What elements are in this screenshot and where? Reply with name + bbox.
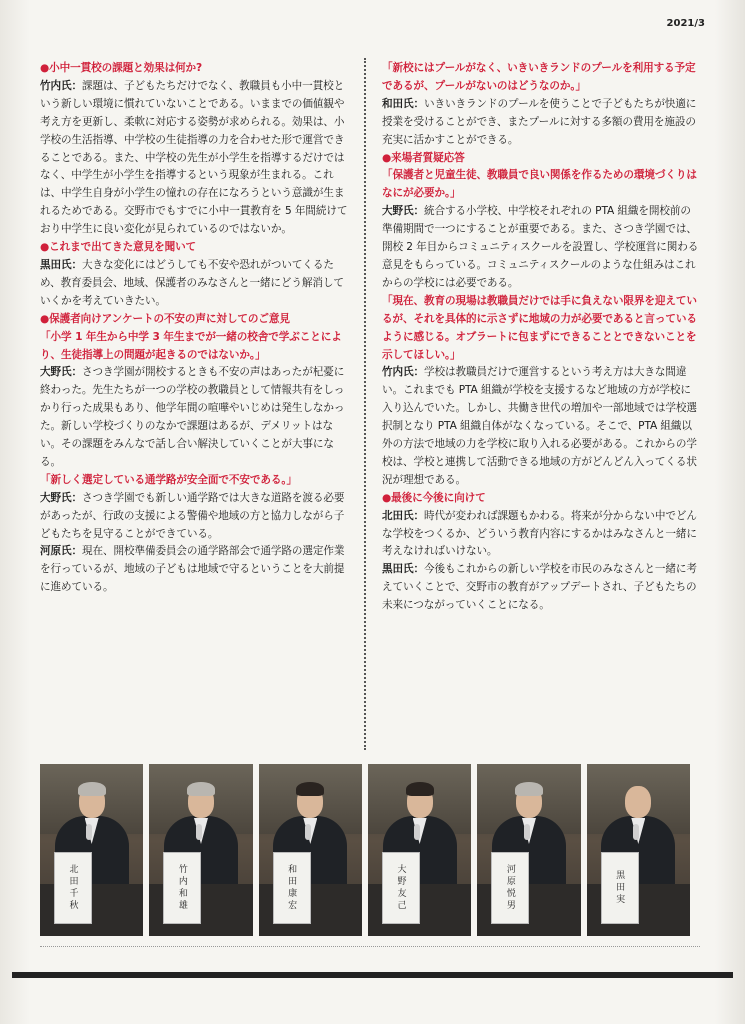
speaker-name: 大野氏：: [382, 205, 424, 218]
microphone-icon: [633, 824, 639, 840]
panelist-photo: [149, 764, 252, 936]
nameplate-name: 北田千秋: [67, 864, 78, 912]
section-heading: ●来場者質疑応答: [382, 151, 465, 164]
panelist-photo: [587, 764, 690, 936]
speaker-text: 統合する小学校、中学校それぞれの PTA 組織を開校前の準備期間で一つにすることが重要である。また、さつき学園では、開校 2 年目からコミュニティスクールを設置し、学校運営に関わる意見をもらっている。コミュニティスクールのような仕組みはこれからの学校には必要である。: [382, 205, 699, 289]
speaker-name: 竹内氏：: [40, 79, 82, 92]
panelist-photo: [40, 764, 143, 936]
speaker-paragraph: [382, 561, 700, 615]
speaker-name: 北田氏：: [382, 509, 424, 522]
speaker-paragraph: [382, 508, 700, 562]
nameplate: [163, 852, 201, 924]
panelist-hair: [296, 782, 324, 796]
speaker-text: 大きな変化にはどうしても不安や恐れがついてくるため、教育委員会、地域、保護者のみなさんと一緒にどう解消していくかを考えていきたい。: [40, 258, 344, 307]
speaker-text: 今後もこれからの新しい学校を市民のみなさんと一緒に考えていくことで、交野市の教育がアップデートされ、子どもたちの未来につながっていくことになる。: [382, 563, 697, 612]
speaker-name: 黒田氏：: [40, 258, 82, 271]
panelist-photo: [259, 764, 362, 936]
speaker-paragraph: [40, 257, 350, 311]
nameplate-name: 竹内和雄: [176, 864, 187, 912]
speaker-text: 時代が変われば課題もかわる。将来が分からない中でどんな学校をつくるか、どういう教育内容にするかはみなさんと一緒に考えなければいけない。: [382, 509, 697, 558]
speaker-paragraph: [382, 96, 700, 150]
speaker-text: さつき学園が開校するときも不安の声はあったが杞憂に終わった。先生たちが一つの学校の教職員として情報共有をしっかり行った成果もあり、他学年間の喧嘩やいじめは発生しなかった。新しい学校づくりのなかで課題はあるが、デメリットはない。その課題をみんなで話し合い解決していくことが大事になる。: [40, 366, 345, 468]
question-quote: 「新校にはプールがなく、いきいきランドのプールを利用する予定であるが、プールがないのはどうなのか。」: [382, 62, 696, 92]
speaker-text: いきいきランドのプールを使うことで子どもたちが快適に授業を受けることができ、またプールに対する多額の費用を施設の充実に活かすことができる。: [382, 97, 697, 146]
speaker-paragraph: [40, 490, 350, 544]
section-heading: ●小中一貫校の課題と効果は何か?: [40, 62, 203, 74]
speaker-name: 和田氏：: [382, 97, 424, 110]
speaker-name: 竹内氏：: [382, 366, 424, 379]
microphone-icon: [414, 824, 420, 840]
nameplate-name: 河原悦男: [504, 864, 515, 912]
nameplate-name: 黒田実: [614, 870, 625, 906]
nameplate: [54, 852, 92, 924]
speaker-text: 課題は、子どもたちだけでなく、教職員も小中一貫校という新しい環境に慣れていないことである。いままでの価値観や考え方を更新し、柔軟に対応する姿勢が求められる。効果は、小学校の生活指導、中学校の生徒指導の力を合わせた形で運営できることである。また、中学校の先生が小学生を指導するだけではなく、中学生が小学生を指導するという現象が生まれる。これは、中学生自身が小学生の憧れの存在になろうという意識が生まれるためである。交野市でもすでに小中一貫教育を 5 年間続けており中学生に良い変化が見られているのではないか。: [40, 79, 348, 236]
microphone-icon: [196, 824, 202, 840]
speaker-paragraph: [40, 543, 350, 597]
microphone-icon: [86, 824, 92, 840]
footer-bar: [12, 972, 733, 978]
speaker-paragraph: [40, 78, 350, 239]
question-quote: 「保護者と児童生徒、教職員で良い関係を作るための環境づくりはなにが必要か。」: [382, 169, 697, 200]
speaker-name: 河原氏：: [40, 545, 82, 558]
speaker-text: さつき学園でも新しい通学路では大きな道路を渡る必要があったが、行政の支援による警備や地域の方と協力しながら子どもたちを見守ることができている。: [40, 491, 345, 540]
microphone-icon: [524, 824, 530, 840]
section-heading: ●これまで出てきた意見を聞いて: [40, 241, 197, 254]
nameplate-name: 大野友己: [395, 864, 406, 912]
speaker-paragraph: [40, 364, 350, 471]
issue-date: 2021/3: [666, 18, 705, 29]
nameplate-name: 和田康宏: [286, 864, 297, 912]
panelist-photo: [477, 764, 580, 936]
left-column: [40, 60, 350, 597]
speaker-paragraph: [382, 364, 700, 489]
panelist-hair: [78, 782, 106, 796]
panelist-hair: [406, 782, 434, 796]
nameplate: [382, 852, 420, 924]
nameplate: [601, 852, 639, 924]
panelist-photo-strip: [40, 764, 690, 936]
panelist-head: [625, 786, 651, 818]
question-quote: 「現在、教育の現場は教職員だけでは手に負えない限界を迎えているが、それを具体的に示さずに地域の力が必要であると言っているように感じる。オブラートに包まずにできることとできないことを示してほしい。」: [382, 294, 697, 361]
speaker-name: 黒田氏：: [382, 563, 424, 576]
speaker-paragraph: [382, 203, 700, 293]
nameplate: [491, 852, 529, 924]
bottom-divider: [40, 946, 700, 947]
speaker-name: 大野氏：: [40, 366, 82, 379]
nameplate: [273, 852, 311, 924]
panelist-hair: [187, 782, 215, 796]
speaker-text: 学校は教職員だけで運営するという考え方は大きな間違い。これまでも PTA 組織が学校を支援するなど地域の方が学校に入り込んでいた。しかし、共働き世代の増加や一部地域では学校選択制となり PTA 組織自体がなくなっている。そこで、PTA 組織以外の方法で地域の力を学校に取り入れる必要がある。これからの学校は、学校と連携して活動できる地域の方がどんどん入ってくる状況が理想である。: [382, 366, 697, 486]
column-divider: [364, 58, 366, 750]
speaker-name: 大野氏：: [40, 491, 82, 504]
question-quote: 「新しく選定している通学路が安全面で不安である。」: [40, 473, 298, 486]
panelist-hair: [515, 782, 543, 796]
speaker-text: 現在、開校準備委員会の通学路部会で通学路の選定作業を行っているが、地域の子どもは地域で守るということを大前提に進めている。: [40, 545, 345, 594]
right-column: [382, 60, 700, 615]
section-heading: ●最後に今後に向けて: [382, 491, 486, 504]
microphone-icon: [305, 824, 311, 840]
section-heading: ●保護者向けアンケートの不安の声に対してのご意見: [40, 312, 290, 325]
question-quote: 「小学 1 年生から中学 3 年生までが一緒の校舎で学ぶことにより、生徒指導上の問題が起きるのではないか。」: [40, 330, 342, 361]
panelist-photo: [368, 764, 471, 936]
